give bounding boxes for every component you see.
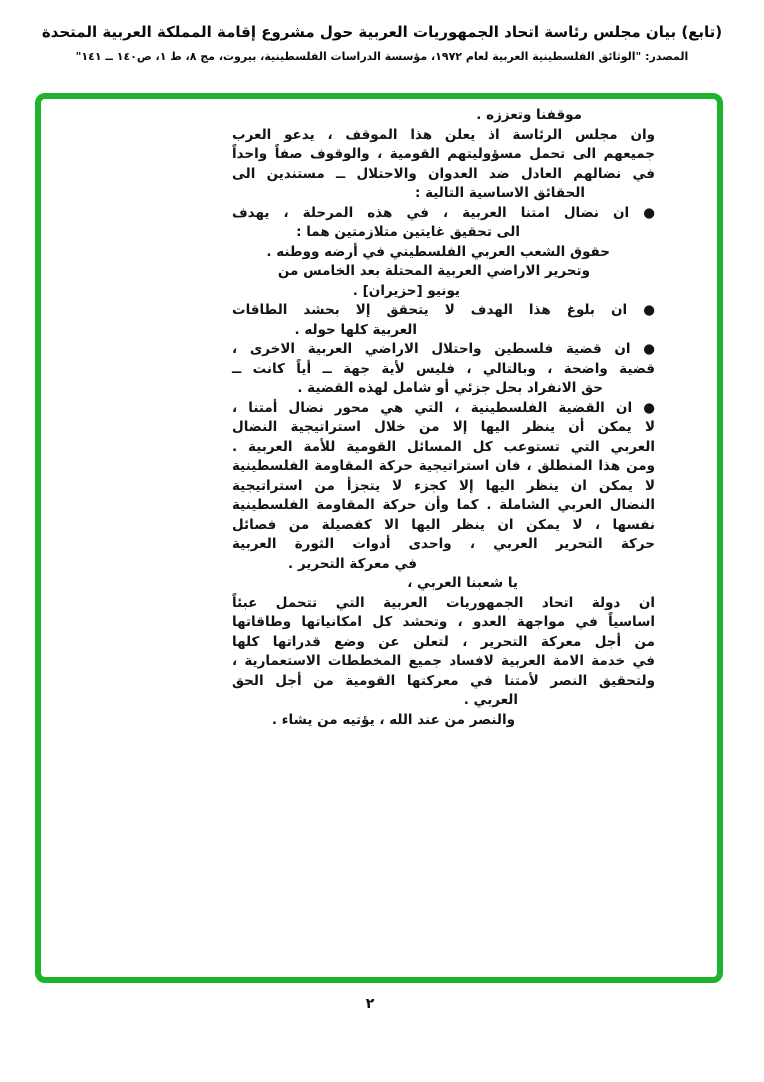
body-line: وتحرير الاراضي العربية المحتلة بعد الخامس من: [277, 263, 590, 279]
body-line: حركة التحرير العربي ، واحدى أدوات الثورة العربية: [232, 536, 655, 552]
body-line: في خدمة الامة العربية لافساد جميع المخططات الاستعمارية ،: [232, 653, 655, 669]
body-line: من أجل معركة التحرير ، لتعلن عن وضع قدراتها كلها: [232, 633, 655, 650]
body-line: ● ان نضال امتنا العربية ، في هذه المرحلة ، يهدف: [232, 204, 655, 221]
body-line: العربية كلها حوله .: [294, 321, 417, 338]
body-line: جميعهم الى تحمل مسؤوليتهم القومية ، والوقوف صفاً واحداً: [232, 146, 655, 162]
body-line: لا يمكن أن ينظر اليها إلا من خلال استراتيجية النضال: [232, 419, 655, 435]
body-line: يا شعبنا العربي ،: [407, 575, 518, 591]
body-line: العربي .: [463, 692, 518, 708]
body-line: قضية واضحة ، وبالتالي ، فليس لأية جهة ــ أياً كانت ــ: [232, 360, 655, 377]
body-line: ولتحقيق النصر لأمتنا في معركتها القومية من أجل الحق: [232, 672, 655, 689]
body-line: نفسها ، لا يمكن ان ينظر اليها الا كفصيلة من فصائل: [232, 516, 655, 533]
body-line: ● ان قضية فلسطين واحتلال الاراضي العربية الاخرى ،: [232, 341, 655, 357]
body-line: ومن هذا المنطلق ، فان استراتيجية حركة المقاومة الفلسطينية: [232, 458, 655, 474]
body-line: العربي التي تستوعب كل المسائل القومية للأمة العربية .: [232, 438, 655, 455]
body-line: الى تحقيق غايتين متلازمتين هما :: [296, 224, 520, 240]
body-line: الحقائق الاساسية التالية :: [415, 185, 585, 201]
body-line: ان دولة اتحاد الجمهوريات العربية التي تتحمل عبئاً: [232, 594, 655, 611]
body-line: حقوق الشعب العربي الفلسطيني في أرضه ووطنه .: [266, 243, 610, 260]
body-line: النضال العربي الشاملة . كما وأن حركة المقاومة الفلسطينية: [232, 497, 655, 513]
body-line: ● ان القضية الفلسطينية ، التي هي محور نضال أمتنا ،: [232, 399, 655, 416]
body-line: وان مجلس الرئاسة اذ يعلن هذا الموقف ، يدعو العرب: [232, 126, 655, 143]
body-line: ● ان بلوغ هذا الهدف لا يتحقق إلا بحشد الطاقات: [232, 302, 655, 318]
body-text: [232, 106, 655, 730]
body-line: حق الانفراد بحل جزئي أو شامل لهذه القضية .: [297, 380, 603, 396]
body-line: في معركة التحرير .: [288, 555, 417, 572]
body-line: يونيو [حزيران] .: [352, 282, 460, 299]
body-line: موقفنا وتعززه .: [476, 107, 582, 123]
body-line: والنصر من عند الله ، يؤتيه من يشاء .: [271, 711, 515, 728]
body-line: لا يمكن ان ينظر اليها إلا كجزء لا يتجزأ من استراتيجية: [232, 477, 655, 494]
body-line: اساسياً في مواجهة العدو ، وتحشد كل امكانياتها وطاقاتها: [232, 614, 655, 630]
page-number: ٢: [365, 996, 375, 1012]
source-line: المصدر: "الوثائق الفلسطينية العربية لعام ١٩٧٢، مؤسسة الدراسات الفلسطينية، بيروت، مج ٨، ط ١، ص١٤٠ ــ ١٤١": [75, 50, 689, 63]
body-line: في نضالهم العادل ضد العدوان والاحتلال ــ مستندين الى: [232, 165, 655, 182]
page-title: (تابع) بيان مجلس رئاسة اتحاد الجمهوريات العربية حول مشروع إقامة المملكة العربية المتحدة: [41, 23, 723, 41]
